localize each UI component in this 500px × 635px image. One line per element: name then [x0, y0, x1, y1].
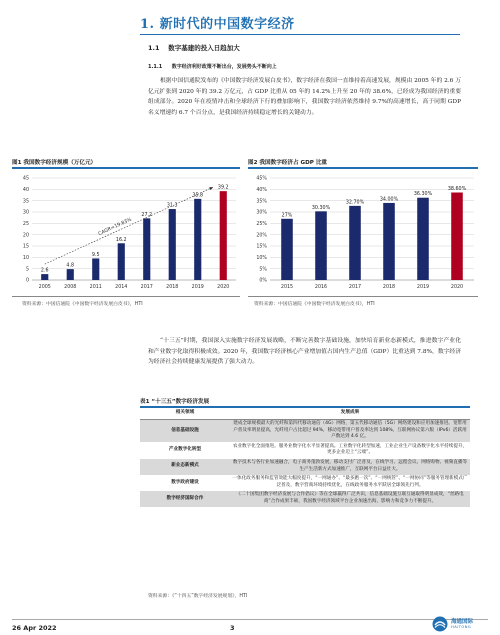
table-header-content: 发展成果 [230, 408, 470, 419]
haitong-logo-icon [432, 616, 448, 632]
data-label: 32.70% [345, 200, 365, 206]
table-header-field: 相关领域 [140, 408, 230, 419]
bar [118, 243, 125, 280]
table-cell-field: 数字政府建设 [171, 479, 199, 485]
x-tick-label: 2014 [115, 285, 128, 290]
bar [383, 203, 395, 280]
y-tick-label: 30% [256, 210, 267, 216]
table-row [140, 419, 470, 442]
figure2-source: 资料来源：中国信通院《中国数字经济发展白皮书》，HTI [254, 302, 375, 307]
data-label: 35.8 [192, 193, 204, 199]
figure2-bar-chart [248, 172, 478, 294]
x-tick-label: 2020 [450, 285, 464, 290]
data-label: 30.30% [311, 205, 331, 211]
data-label: 2.6 [40, 268, 49, 274]
table-cell-field: 产业数字化转型 [168, 447, 202, 453]
y-tick-label: 10% [256, 255, 267, 261]
data-label: 31.3 [166, 203, 178, 209]
x-tick-label: 2018 [166, 285, 179, 290]
logo-name-cn: 海通国际 [451, 619, 474, 625]
subsection-heading [148, 43, 240, 52]
y-tick-label: 15% [256, 244, 267, 250]
bar [143, 218, 150, 280]
y-tick-label: 5 [25, 267, 29, 273]
y-tick-label: 10 [22, 255, 29, 261]
x-tick-label: 2015 [280, 285, 294, 290]
x-tick-label: 2020 [217, 285, 230, 290]
subsection-number: 1.1 [148, 44, 160, 52]
y-tick-label: 45 [22, 176, 29, 182]
table1 [140, 408, 470, 507]
y-tick-label: 20% [256, 233, 267, 239]
x-tick-label: 2017 [140, 285, 153, 290]
table-header-row [140, 408, 470, 419]
subsubsection-heading [148, 63, 277, 70]
figure2-title: 图2 我国数字经济占 GDP 比重 [248, 160, 328, 166]
y-tick-label: 45% [256, 176, 267, 182]
table-cell-content: 建成全球规模最大的光纤和第四代移动通信（4G）网络，第五代移动通信（5G）网络建设和应用加速推进。宽带用户普及率明显提高，光纤用户占比超过 94%，移动宽带用户普及率达到 108%，互联网协议第六版（IPv6）活跃用户数达到 4.6 亿。 [230, 419, 470, 442]
data-label: 27.2 [141, 212, 153, 218]
logo-name-en: HAITONG [451, 625, 472, 629]
x-tick-label: 2016 [314, 285, 328, 290]
y-tick-label: 40 [22, 187, 29, 193]
section-divider [140, 34, 460, 35]
bar [417, 198, 429, 280]
subsection-title: 数字基建的投入日趋加大 [168, 44, 240, 52]
y-tick-label: 0% [259, 278, 267, 284]
data-label: 39.2 [217, 185, 229, 191]
table-cell-field: 新业态新模式 [140, 459, 230, 475]
figure1-title: 图1 我国数字经济规模（万亿元） [12, 160, 97, 166]
figure2-divider [248, 167, 478, 169]
table-cell-content: 一体化政务服务和监管效能大幅度提升，“一网通办”、“最多跑一次”、“一网统管”、“一网协同”等服务管理新模式广泛普及，数字营商环境持续优化，在线政务服务水平跃居全球领先行列。 [232, 476, 468, 488]
footer-date: 26 Apr 2022 [12, 624, 57, 632]
y-tick-label: 30 [22, 210, 29, 216]
haitong-logo [432, 615, 492, 633]
data-label: 36.30% [413, 192, 433, 198]
data-label: 27% [281, 213, 293, 219]
y-tick-label: 25% [256, 221, 267, 227]
data-label: 4.8 [66, 263, 75, 269]
table-cell-content: 数字技术与各行业加速融合，电子商务蓬勃发展，移动支付广泛普及，在线学习、远程会议、网络购物、视频直播等生产生活新方式加速推广，互联网平台日益壮大。 [230, 459, 470, 475]
page-number: 3 [230, 624, 235, 632]
y-tick-label: 15 [22, 244, 29, 250]
y-tick-label: 35 [22, 199, 29, 205]
bar [194, 199, 201, 280]
figure1-source: 资料来源：中国信通院《中国数字经济发展白皮书》，HTI [22, 302, 143, 307]
table-cell-content: 《二十国集团数字经济发展与合作倡议》等在全球赢得广泛共识，信息基础设施互联互通取得明显成效，“丝路电商”合作成果丰硕，我国数字经济领域平台企业加速出海，影响力和竞争力不断提升。 [230, 491, 470, 507]
table1-source: 资料来源：《“十四五”数字经济发展规划》，HTI [148, 594, 248, 599]
table-cell-field: 信息基础设施 [140, 419, 230, 442]
y-tick-label: 35% [256, 199, 267, 205]
x-tick-label: 2019 [416, 285, 430, 290]
table-row [140, 491, 470, 507]
table-row [140, 475, 470, 491]
x-tick-label: 2017 [348, 285, 362, 290]
figure1-bar-chart [12, 172, 240, 294]
x-tick-label: 2018 [382, 285, 396, 290]
cagr-arrow-head [209, 187, 213, 190]
subsubsection-number: 1.1.1 [148, 64, 163, 70]
figure1-divider [12, 167, 240, 169]
cagr-annotation: CAGR=19.83% [97, 217, 133, 238]
table-row [140, 459, 470, 475]
footer-divider [12, 619, 488, 620]
y-tick-label: 25 [22, 221, 29, 227]
cagr-arrow-line [45, 187, 214, 264]
y-tick-label: 40% [256, 187, 267, 193]
subsubsection-title: 数字经济利好政策不断出台，发展势头不断向上 [171, 64, 277, 70]
table1-title: 表1 “十三五”数字经济发展 [140, 399, 210, 405]
y-tick-label: 5% [259, 267, 267, 273]
table-row [140, 442, 470, 458]
section-number: 1. [140, 17, 155, 32]
bar [315, 211, 327, 280]
section-heading [140, 13, 295, 32]
bar [281, 219, 293, 280]
body-paragraph-1: 根据中国信通院发布的《中国数字经济发展白皮书》，数字经济在我国一直维持着高速发展，规模由 2005 年的 2.6 万亿元扩张到 2020 年的 39.2 万亿元，占 GDP 比重从 05 年的 14.2%上升至 20 年的 38.6%，已经成为我国经济的重要组成部分。2020 年在疫情冲击和全球经济下行的叠加影响下，我国数字经济依然维持 9.7%的高速增长，高于同期 GDP 名义增速约 6.7 个百分点，是我国经济持续稳定增长的关键动力。 [148, 78, 461, 116]
data-label: 16.2 [115, 237, 127, 243]
x-tick-label: 2019 [191, 285, 204, 290]
x-tick-label: 2011 [89, 285, 102, 290]
figure2-bottom-rule [248, 296, 478, 297]
data-label: 38.60% [447, 187, 467, 193]
x-tick-label: 2005 [38, 285, 51, 290]
bar [92, 258, 99, 280]
table-cell-content: 农业数字化全面推进。服务业数字化水平显著提高。工业数字化转型加速，工业企业生产设备数字化水平持续提升，更多企业迈上“云端”。 [232, 443, 468, 456]
body-paragraph-2: “十三五”时期，我国深入实施数字经济发展战略，不断完善数字基础设施，加快培育新业态新模式，推进数字产业化和产业数字化取得积极成效。2020 年，我国数字经济核心产业增加值占国内生产总值（GDP）比重达到 7.8%，数字经济为经济社会持续健康发展提供了强大动力。 [148, 338, 462, 366]
y-tick-label: 0 [25, 278, 29, 284]
y-tick-label: 20 [22, 233, 29, 239]
x-tick-label: 2008 [64, 285, 77, 290]
data-label: 34.00% [379, 197, 399, 203]
section-title: 新时代的中国数字经济 [159, 17, 295, 32]
bar [67, 269, 74, 280]
data-label: 9.5 [91, 252, 100, 258]
table-cell-field: 数字经济国际合作 [140, 491, 230, 507]
bar [451, 193, 463, 280]
bar [220, 191, 227, 280]
bar [41, 274, 48, 280]
bar [169, 209, 176, 280]
figure1-bottom-rule [12, 296, 240, 297]
bar [349, 206, 361, 280]
